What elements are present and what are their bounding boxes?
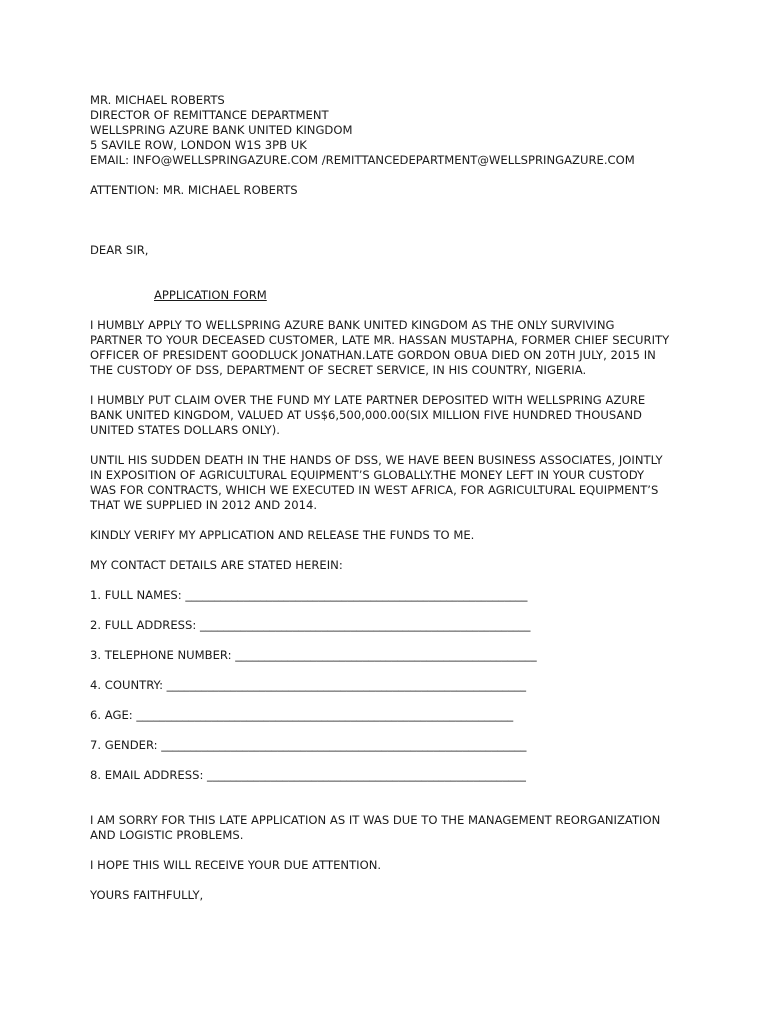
paragraph-line: I HUMBLY APPLY TO WELLSPRING AZURE BANK UNITED KINGDOM AS THE ONLY SURVIVING xyxy=(90,318,615,332)
paragraph-line: THE CUSTODY OF DSS, DEPARTMENT OF SECRET SERVICE, IN HIS COUNTRY, NIGERIA. xyxy=(90,363,587,377)
salutation: DEAR SIR, xyxy=(90,243,149,257)
paragraph-apology xyxy=(90,813,690,843)
paragraph-line: BANK UNITED KINGDOM, VALUED AT US$6,500,000.00(SIX MILLION FIVE HUNDRED THOUSAND xyxy=(90,408,642,422)
paragraph-line: IN EXPOSITION OF AGRICULTURAL EQUIPMENT’S GLOBALLY.THE MONEY LEFT IN YOUR CUSTODY xyxy=(90,468,645,482)
address-line-name: MR. MICHAEL ROBERTS xyxy=(90,93,225,107)
recipient-address xyxy=(90,93,690,168)
paragraph-line: UNITED STATES DOLLARS ONLY). xyxy=(90,423,280,437)
form-title: APPLICATION FORM xyxy=(154,288,267,302)
field-age[interactable]: 6. AGE: _________________________________________________________________ xyxy=(90,708,514,722)
paragraph-line: AND LOGISTIC PROBLEMS. xyxy=(90,828,244,842)
field-full-address[interactable]: 2. FULL ADDRESS: _________________________________________________________ xyxy=(90,618,531,632)
paragraph-line: I HOPE THIS WILL RECEIVE YOUR DUE ATTENTION. xyxy=(90,858,382,872)
letter-body xyxy=(90,93,690,903)
address-line-title: DIRECTOR OF REMITTANCE DEPARTMENT xyxy=(90,108,329,122)
address-line-email: EMAIL: INFO@WELLSPRINGAZURE.COM /REMITTANCEDEPARTMENT@WELLSPRINGAZURE.COM xyxy=(90,153,635,167)
paragraph-hope xyxy=(90,858,690,873)
paragraph-line: KINDLY VERIFY MY APPLICATION AND RELEASE THE FUNDS TO ME. xyxy=(90,528,475,542)
address-line-street: 5 SAVILE ROW, LONDON W1S 3PB UK xyxy=(90,138,307,152)
paragraph-line: MY CONTACT DETAILS ARE STATED HEREIN: xyxy=(90,558,343,572)
paragraph-line: THAT WE SUPPLIED IN 2012 AND 2014. xyxy=(90,498,318,512)
paragraph-line: OFFICER OF PRESIDENT GOODLUCK JONATHAN.LATE GORDON OBUA DIED ON 20TH JULY, 2015 IN xyxy=(90,348,656,362)
field-email-address[interactable]: 8. EMAIL ADDRESS: _______________________________________________________ xyxy=(90,768,526,782)
field-country[interactable]: 4. COUNTRY: ______________________________________________________________ xyxy=(90,678,527,692)
paragraph-business xyxy=(90,453,690,513)
paragraph-application xyxy=(90,318,690,378)
field-telephone-number[interactable]: 3. TELEPHONE NUMBER: ____________________________________________________ xyxy=(90,648,537,662)
contact-fields xyxy=(90,588,690,783)
paragraph-claim xyxy=(90,393,690,438)
paragraph-line: PARTNER TO YOUR DECEASED CUSTOMER, LATE MR. HASSAN MUSTAPHA, FORMER CHIEF SECURITY xyxy=(90,333,670,347)
field-gender[interactable]: 7. GENDER: _______________________________________________________________ xyxy=(90,738,527,752)
paragraph-line: I HUMBLY PUT CLAIM OVER THE FUND MY LATE PARTNER DEPOSITED WITH WELLSPRING AZURE xyxy=(90,393,646,407)
sign-off: YOURS FAITHFULLY, xyxy=(90,888,204,902)
paragraph-contact-intro xyxy=(90,558,690,573)
field-full-names[interactable]: 1. FULL NAMES: ___________________________________________________________ xyxy=(90,588,528,602)
paragraph-line: I AM SORRY FOR THIS LATE APPLICATION AS IT WAS DUE TO THE MANAGEMENT REORGANIZATION xyxy=(90,813,661,827)
attention-line: ATTENTION: MR. MICHAEL ROBERTS xyxy=(90,183,298,197)
address-line-bank: WELLSPRING AZURE BANK UNITED KINGDOM xyxy=(90,123,353,137)
paragraph-verify xyxy=(90,528,690,543)
paragraph-line: UNTIL HIS SUDDEN DEATH IN THE HANDS OF DSS, WE HAVE BEEN BUSINESS ASSOCIATES, JOINTLY xyxy=(90,453,663,467)
paragraph-line: WAS FOR CONTRACTS, WHICH WE EXECUTED IN WEST AFRICA, FOR AGRICULTURAL EQUIPMENT’S xyxy=(90,483,659,497)
